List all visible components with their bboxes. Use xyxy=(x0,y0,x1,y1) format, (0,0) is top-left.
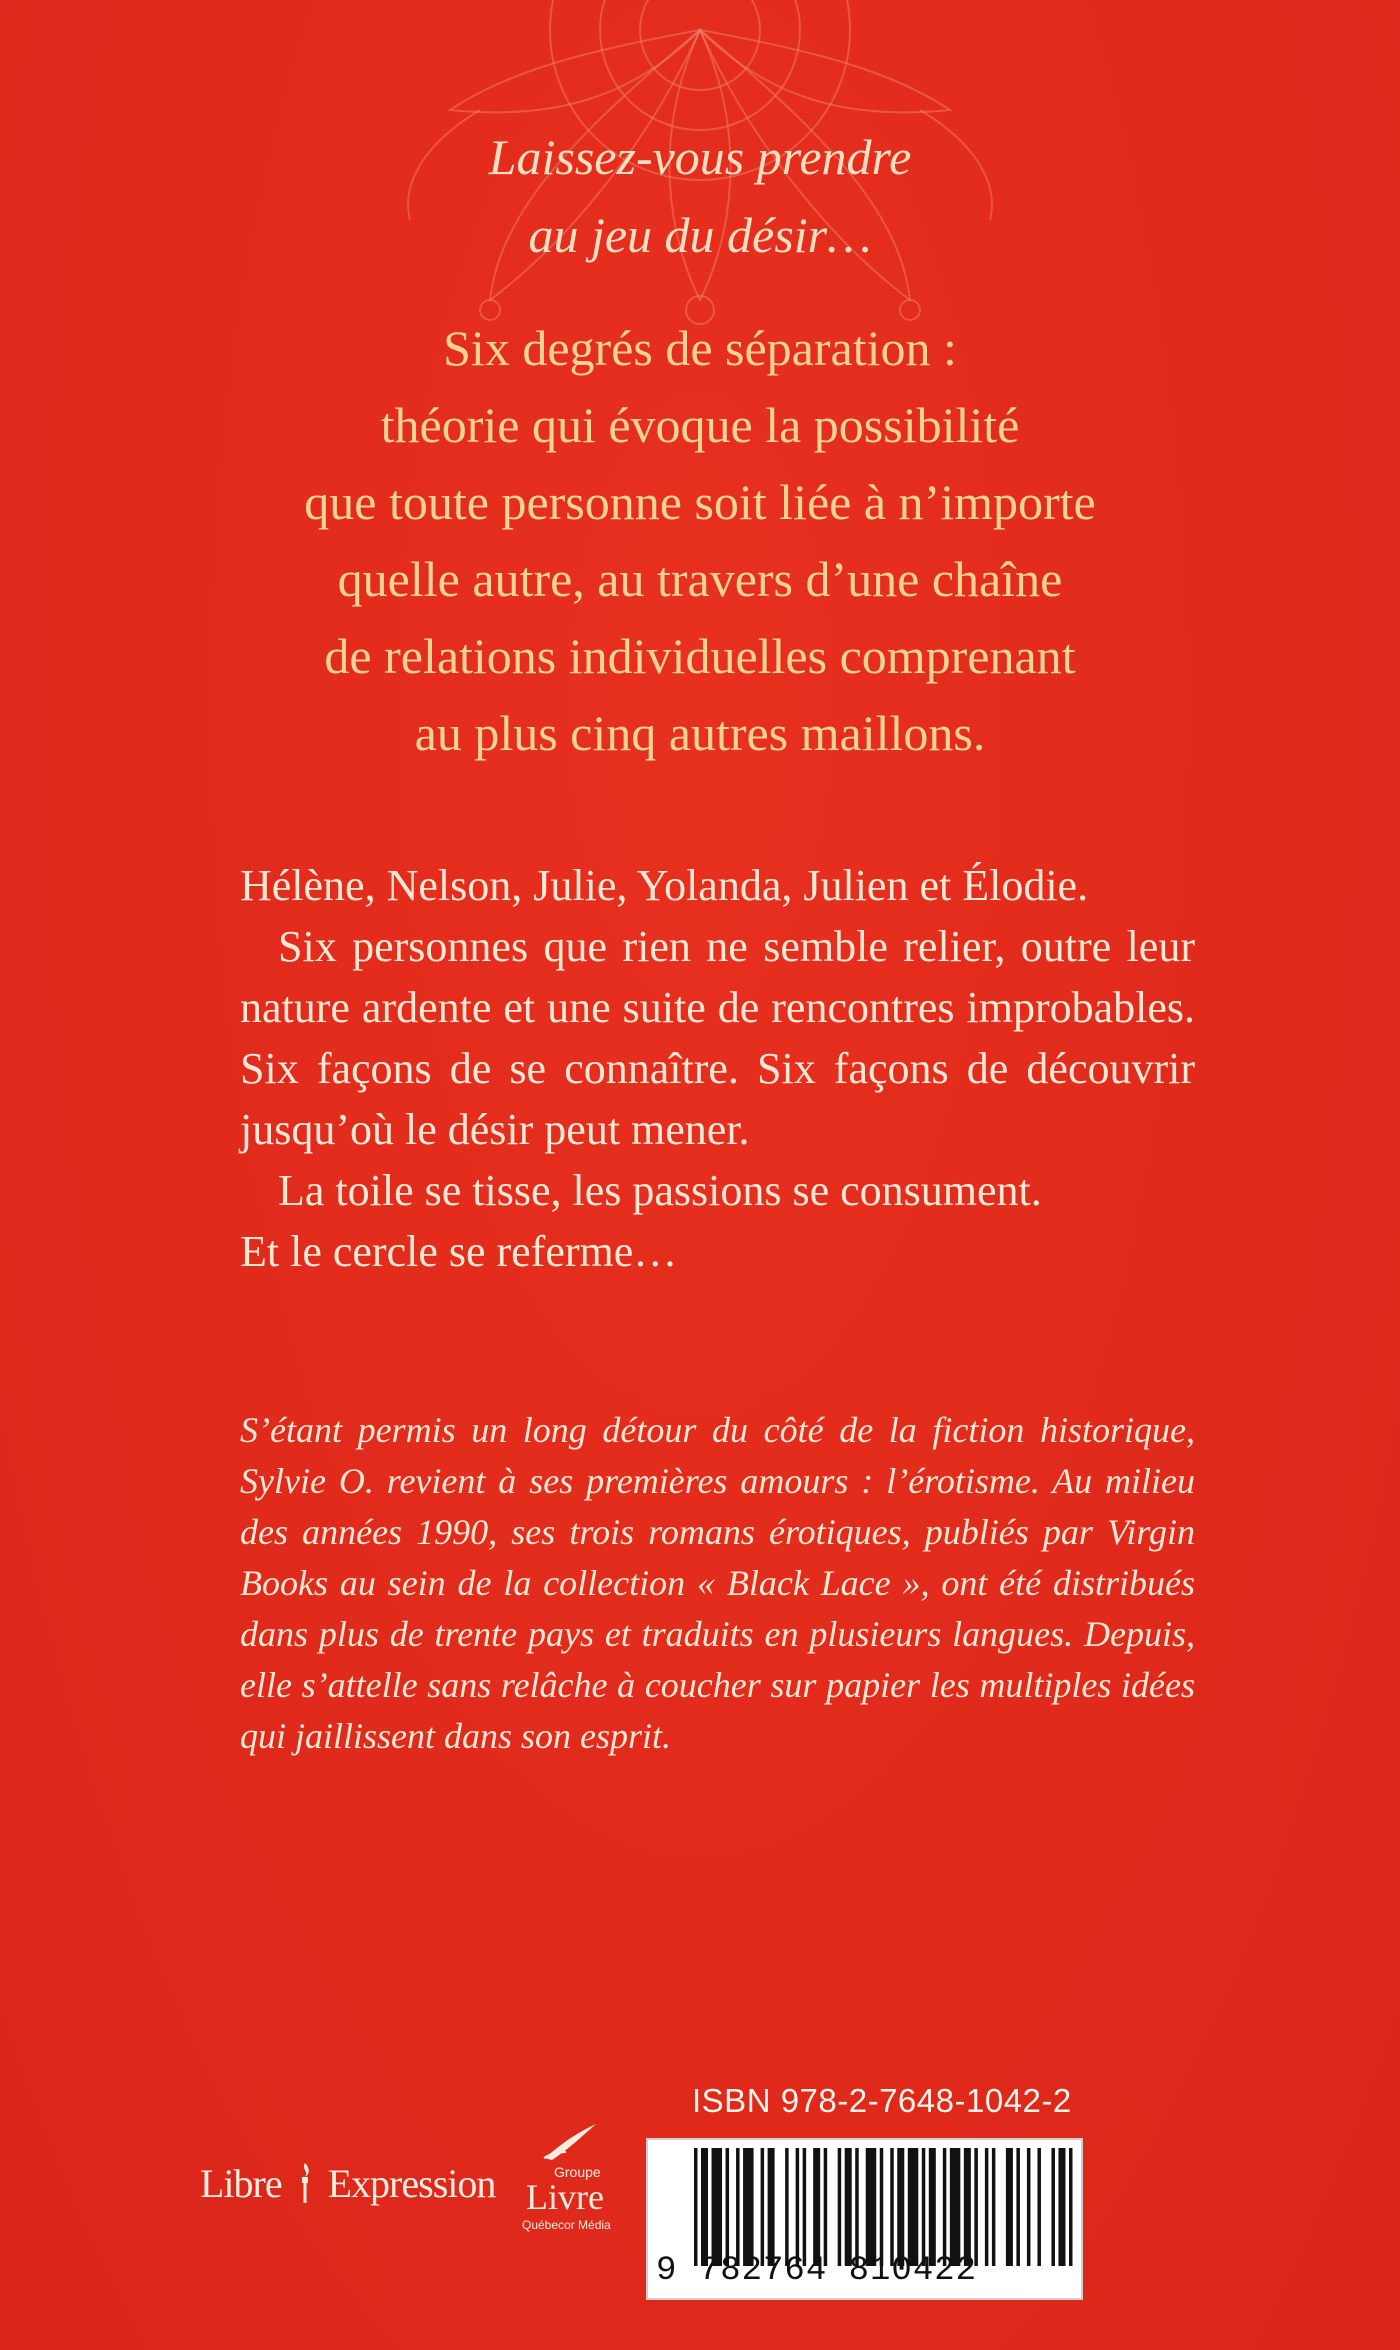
barcode xyxy=(646,2138,1083,2300)
barcode-bars xyxy=(694,2148,1076,2266)
logo-word-expression: Expression xyxy=(327,2161,496,2206)
author-bio: S’étant permis un long détour du côté de la fiction historique, Sylvie O. revient à ses premières amours : l’érotisme. Au milieu des années 1990, ses trois romans érotiques, publiés par Virgin Books au sein de la collection « Black Lace », ont été distribués dans plus de trente pays et traduits en plusieurs langues. Depuis, elle s’attelle sans relâche à coucher sur papier les multiples idées qui jaillissent dans son esprit. xyxy=(240,1410,1195,1756)
intro-line: de relations individuelles comprenant xyxy=(324,628,1076,684)
isbn-label: ISBN 978-2-7648-1042-2 xyxy=(692,2082,1072,2119)
logo-word-libre: Libre xyxy=(200,2161,282,2206)
synopsis-names: Hélène, Nelson, Julie, Yolanda, Julien et Élodie. xyxy=(240,861,1089,910)
barcode-digits: 9 782764 810422 xyxy=(656,2252,978,2290)
synopsis xyxy=(240,855,1195,1282)
tagline-line-1: Laissez-vous prendre xyxy=(488,129,912,185)
groupe-label: Groupe xyxy=(554,2164,601,2180)
intro-line: quelle autre, au travers d’une chaîne xyxy=(337,551,1063,607)
livre-label: Livre xyxy=(526,2177,604,2217)
intro-line: théorie qui évoque la possibilité xyxy=(380,397,1020,453)
publisher-logos xyxy=(200,2120,640,2230)
intro-line: que toute personne soit liée à n’importe xyxy=(304,474,1096,530)
synopsis-line: La toile se tisse, les passions se consument. xyxy=(278,1166,1042,1215)
synopsis-closing: Et le cercle se referme… xyxy=(240,1227,678,1276)
quebecor-label: Québecor Média xyxy=(522,2218,611,2232)
bird-icon xyxy=(540,2120,600,2164)
intro-line: au plus cinq autres maillons. xyxy=(414,705,986,761)
torch-icon xyxy=(293,2161,317,2205)
intro-line: Six degrés de séparation : xyxy=(443,320,957,376)
synopsis-body: Six personnes que rien ne semble relier, outre leur nature ardente et une suite de rencontres improbables. Six façons de se connaître. Six façons de découvrir jusqu’où le désir peut mener. xyxy=(240,922,1195,1154)
tagline-line-2: au jeu du désir… xyxy=(528,207,872,263)
intro-paragraph xyxy=(200,310,1200,772)
libre-expression-logo xyxy=(200,2160,495,2207)
